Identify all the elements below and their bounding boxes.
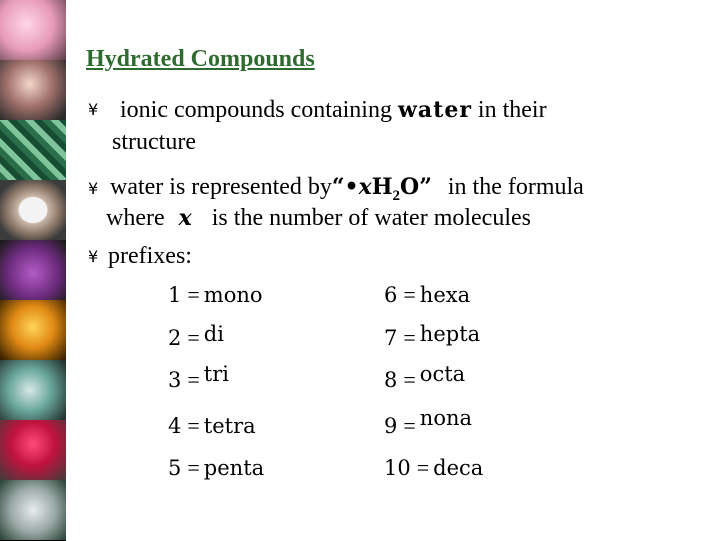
- formula-subscript: 2: [392, 187, 401, 204]
- equals-sign: =: [187, 282, 200, 307]
- prefix-row: [168, 455, 264, 481]
- white-mineral-image: [0, 480, 66, 541]
- bullet-icon: ¥: [88, 247, 99, 266]
- prefix-row: [384, 322, 481, 351]
- equals-sign: =: [187, 455, 200, 480]
- prefix-row: [384, 362, 466, 393]
- equals-sign: =: [403, 282, 416, 307]
- bullet-icon: ¥: [88, 100, 99, 119]
- prefix-word: tetra: [203, 414, 256, 438]
- point-text: in their: [477, 97, 547, 123]
- equals-sign: =: [403, 325, 416, 350]
- equals-sign: =: [187, 325, 200, 350]
- equals-sign: =: [403, 413, 416, 438]
- prefix-number: 8: [384, 368, 398, 392]
- point-text: water is represented by: [110, 174, 332, 200]
- prefix-number: 10: [384, 456, 411, 480]
- point-text-continued: [106, 204, 531, 232]
- prefix-row: [168, 282, 263, 308]
- prefix-row: [168, 362, 229, 393]
- point-ionic-compounds: [120, 96, 547, 124]
- prefix-word: nona: [419, 406, 473, 430]
- amethyst-image: [0, 240, 66, 301]
- prefix-number: 5: [168, 456, 182, 480]
- point-text-continued: structure: [112, 129, 196, 155]
- prefix-word: hexa: [419, 283, 471, 307]
- prefix-word: mono: [203, 283, 263, 307]
- point-text: where: [106, 205, 165, 231]
- bullet-icon: ¥: [88, 179, 99, 198]
- agate-image: [0, 180, 66, 241]
- prefix-number: 7: [384, 326, 398, 350]
- variable-x: x: [178, 205, 192, 231]
- prefix-row: [384, 455, 483, 481]
- prefix-word: deca: [433, 456, 484, 480]
- mineral-cluster-image: [0, 360, 66, 421]
- equals-sign: =: [416, 455, 430, 480]
- formula-o: O”: [400, 174, 432, 200]
- point-text: is the number of water molecules: [211, 205, 531, 231]
- prefix-word: penta: [203, 456, 265, 480]
- red-crystal-image: [0, 420, 66, 481]
- prefix-number: 4: [168, 414, 182, 438]
- point-text: in the formula: [447, 174, 584, 200]
- prefix-number: 3: [168, 368, 182, 392]
- malachite-image: [0, 120, 66, 181]
- equals-sign: =: [187, 413, 200, 438]
- water-highlight: water: [397, 97, 472, 123]
- amber-image: [0, 300, 66, 361]
- prefix-number: 2: [168, 326, 182, 350]
- prefix-row: [384, 282, 470, 308]
- point-text: ionic compounds containing: [120, 97, 392, 123]
- formula-x: x: [358, 174, 372, 200]
- equals-sign: =: [403, 367, 416, 392]
- prefix-word: tri: [203, 362, 229, 386]
- prefix-number: 9: [384, 414, 398, 438]
- rose-quartz-image: [0, 0, 66, 61]
- prefix-row: [168, 322, 224, 351]
- slide-title: Hydrated Compounds: [86, 46, 315, 72]
- prefix-row: [168, 413, 256, 439]
- point-prefixes: prefixes:: [108, 243, 192, 269]
- prefix-word: octa: [419, 362, 466, 386]
- formula-h: H: [371, 174, 393, 200]
- prefix-number: 6: [384, 283, 398, 307]
- prefix-number: 1: [168, 283, 182, 307]
- prefix-word: hepta: [419, 322, 481, 346]
- crystal-image: [0, 60, 66, 121]
- formula-open: “•: [331, 174, 359, 200]
- prefix-row: [384, 406, 473, 439]
- mineral-image-strip: [0, 0, 66, 540]
- equals-sign: =: [187, 367, 200, 392]
- prefix-word: di: [203, 322, 224, 346]
